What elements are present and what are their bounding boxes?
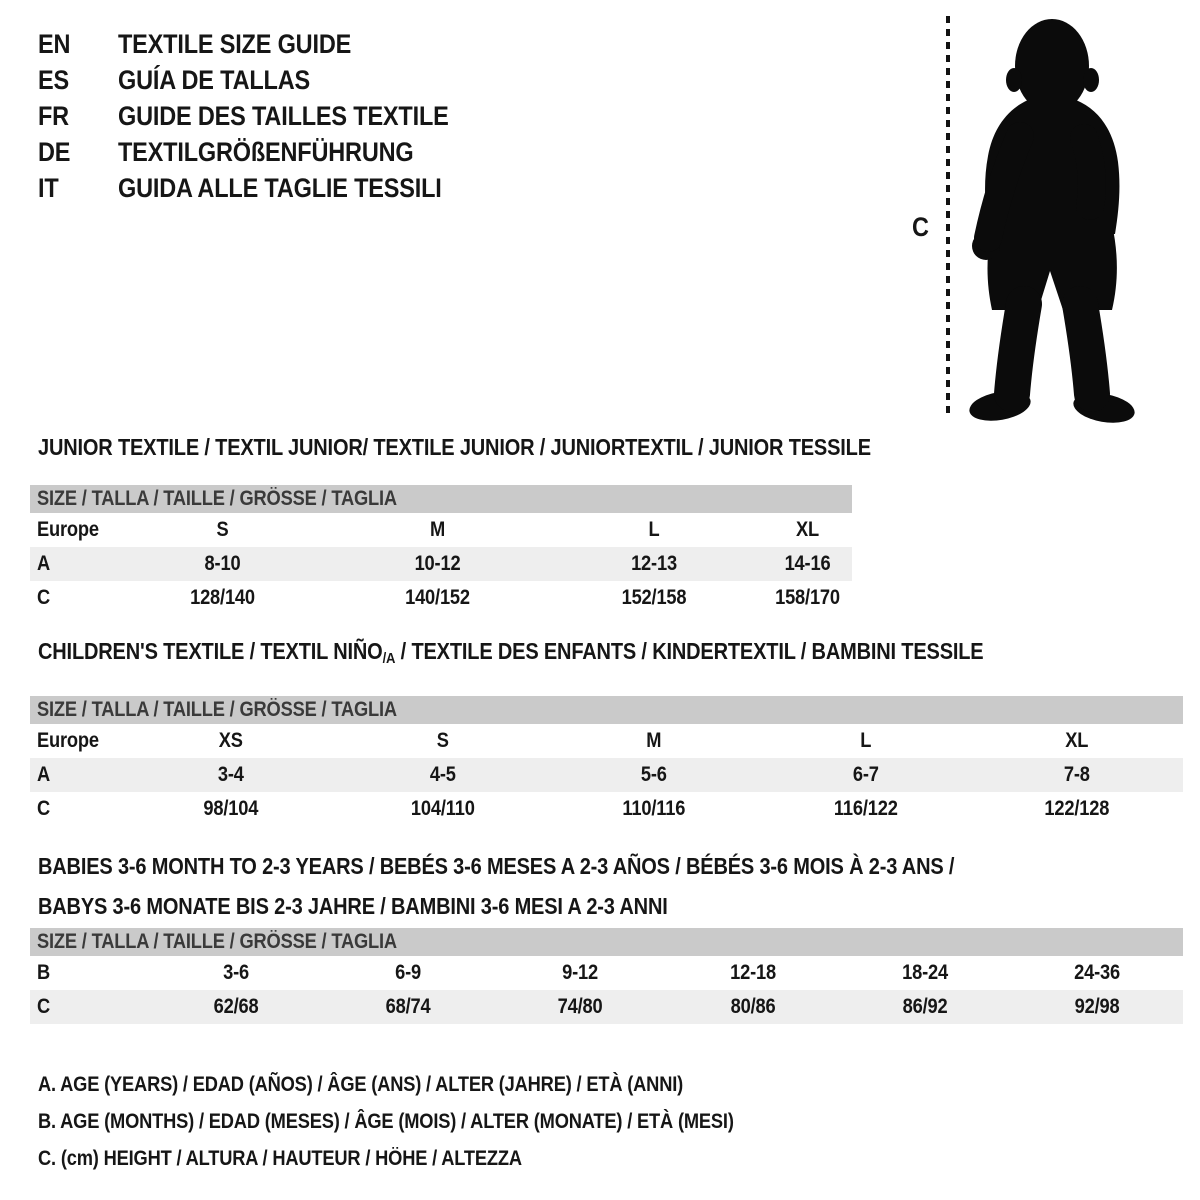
height-value: 158/170 bbox=[775, 586, 840, 609]
legend bbox=[38, 1066, 838, 1177]
size-value: L bbox=[648, 518, 660, 541]
language-title: GUIDE DES TAILLES TEXTILE bbox=[118, 101, 449, 131]
height-value: 92/98 bbox=[1074, 995, 1120, 1018]
height-value: 104/110 bbox=[410, 797, 475, 820]
row-label: C bbox=[36, 586, 50, 609]
babies-section bbox=[30, 846, 1183, 1024]
size-value: M bbox=[429, 518, 446, 541]
height-value: 74/80 bbox=[557, 995, 603, 1018]
age-value: 7-8 bbox=[1064, 763, 1091, 786]
height-measure-line bbox=[946, 16, 950, 418]
size-value: XS bbox=[218, 729, 243, 752]
language-title: TEXTILE SIZE GUIDE bbox=[118, 29, 352, 59]
row-label: C bbox=[36, 995, 50, 1018]
months-value: 18-24 bbox=[901, 961, 948, 984]
junior-size-table bbox=[30, 485, 852, 615]
language-row bbox=[38, 26, 498, 62]
row-label: Europe bbox=[36, 729, 99, 752]
size-value: XL bbox=[795, 518, 820, 541]
height-cm-row bbox=[30, 581, 852, 615]
row-label: A bbox=[36, 552, 50, 575]
height-value: 86/92 bbox=[902, 995, 948, 1018]
size-value: S bbox=[436, 729, 449, 752]
language-title: GUÍA DE TALLAS bbox=[118, 65, 311, 95]
junior-section-title: JUNIOR TEXTILE / TEXTIL JUNIOR/ TEXTILE JUNIOR / JUNIORTEXTIL / JUNIOR TESSILE bbox=[38, 434, 871, 460]
months-value: 24-36 bbox=[1073, 961, 1120, 984]
height-value: 68/74 bbox=[385, 995, 431, 1018]
legend-line-age-years: A. AGE (YEARS) / EDAD (AÑOS) / ÂGE (ANS) / ALTER (JAHRE) / ETÀ (ANNI) bbox=[38, 1073, 684, 1096]
age-value: 10-12 bbox=[414, 552, 461, 575]
height-value: 62/68 bbox=[213, 995, 259, 1018]
language-title: TEXTILGRÖßENFÜHRUNG bbox=[118, 137, 414, 167]
size-value: M bbox=[646, 729, 662, 752]
months-value: 12-18 bbox=[729, 961, 776, 984]
language-code: IT bbox=[38, 173, 59, 203]
height-marker-label: C bbox=[912, 212, 929, 242]
size-value: S bbox=[216, 518, 229, 541]
height-value: 152/158 bbox=[621, 586, 687, 609]
height-value: 128/140 bbox=[190, 586, 255, 609]
months-value: 6-9 bbox=[395, 961, 422, 984]
age-value: 3-4 bbox=[217, 763, 244, 786]
size-value: XL bbox=[1065, 729, 1089, 752]
size-header-label: SIZE / TALLA / TAILLE / GRÖSSE / TAGLIA bbox=[36, 487, 397, 510]
size-header-row bbox=[30, 928, 1183, 956]
age-value: 12-13 bbox=[631, 552, 677, 575]
height-value: 110/116 bbox=[622, 797, 686, 820]
row-label: C bbox=[36, 797, 50, 820]
nino-a-subscript: /A bbox=[382, 650, 396, 667]
legend-line-height-cm: C. (cm) HEIGHT / ALTURA / HAUTEUR / HÖHE / ALTEZZA bbox=[38, 1147, 522, 1170]
height-value: 122/128 bbox=[1044, 797, 1110, 820]
age-value: 5-6 bbox=[641, 763, 667, 786]
language-code: EN bbox=[38, 29, 71, 59]
language-row bbox=[38, 170, 498, 206]
children-section bbox=[30, 640, 1183, 826]
language-code: DE bbox=[38, 137, 71, 167]
language-title: GUIDA ALLE TAGLIE TESSILI bbox=[118, 173, 442, 203]
children-size-table bbox=[30, 696, 1183, 826]
height-value: 80/86 bbox=[730, 995, 776, 1018]
babies-size-table bbox=[30, 928, 1183, 1024]
height-value: 116/122 bbox=[833, 797, 898, 820]
legend-line-age-months: B. AGE (MONTHS) / EDAD (MESES) / ÂGE (MOIS) / ALTER (MONATE) / ETÀ (MESI) bbox=[38, 1110, 734, 1133]
language-row bbox=[38, 62, 498, 98]
size-header-row bbox=[30, 696, 1183, 724]
age-value: 6-7 bbox=[852, 763, 879, 786]
europe-row bbox=[30, 724, 1183, 758]
size-header-label: SIZE / TALLA / TAILLE / GRÖSSE / TAGLIA bbox=[36, 930, 397, 953]
age-years-row bbox=[30, 547, 852, 581]
babies-section-title-line1: BABIES 3-6 MONTH TO 2-3 YEARS / BEBÉS 3-6 MESES A 2-3 AÑOS / BÉBÉS 3-6 MOIS À 2-3 ANS / bbox=[38, 853, 955, 879]
language-list bbox=[38, 26, 498, 206]
language-row bbox=[38, 134, 498, 170]
language-code: ES bbox=[38, 65, 69, 95]
height-value: 140/152 bbox=[405, 586, 470, 609]
height-value: 98/104 bbox=[203, 797, 259, 820]
age-value: 8-10 bbox=[204, 552, 241, 575]
age-years-row bbox=[30, 758, 1183, 792]
age-value: 14-16 bbox=[784, 552, 831, 575]
months-value: 3-6 bbox=[223, 961, 250, 984]
language-code: FR bbox=[38, 101, 69, 131]
height-cm-row bbox=[30, 990, 1183, 1024]
row-label: Europe bbox=[36, 518, 99, 541]
toddler-silhouette-icon bbox=[962, 14, 1137, 424]
size-header-label: SIZE / TALLA / TAILLE / GRÖSSE / TAGLIA bbox=[36, 698, 397, 721]
height-cm-row bbox=[30, 792, 1183, 826]
babies-section-title-line2: BABYS 3-6 MONATE BIS 2-3 JAHRE / BAMBINI 3-6 MESI A 2-3 ANNI bbox=[38, 893, 668, 919]
language-row bbox=[38, 98, 498, 134]
row-label: B bbox=[36, 961, 50, 984]
junior-section bbox=[30, 434, 871, 615]
row-label: A bbox=[36, 763, 50, 786]
age-value: 4-5 bbox=[429, 763, 456, 786]
age-months-row bbox=[30, 956, 1183, 990]
children-section-title: CHILDREN'S TEXTILE / TEXTIL $NIÑO_{/A}$ / TEXTILE DES ENFANTS / KINDERTEXTIL / BAMBINI TESSILE bbox=[38, 638, 984, 667]
months-value: 9-12 bbox=[562, 961, 599, 984]
europe-row bbox=[30, 513, 852, 547]
size-value: L bbox=[860, 729, 872, 752]
size-header-row bbox=[30, 485, 852, 513]
